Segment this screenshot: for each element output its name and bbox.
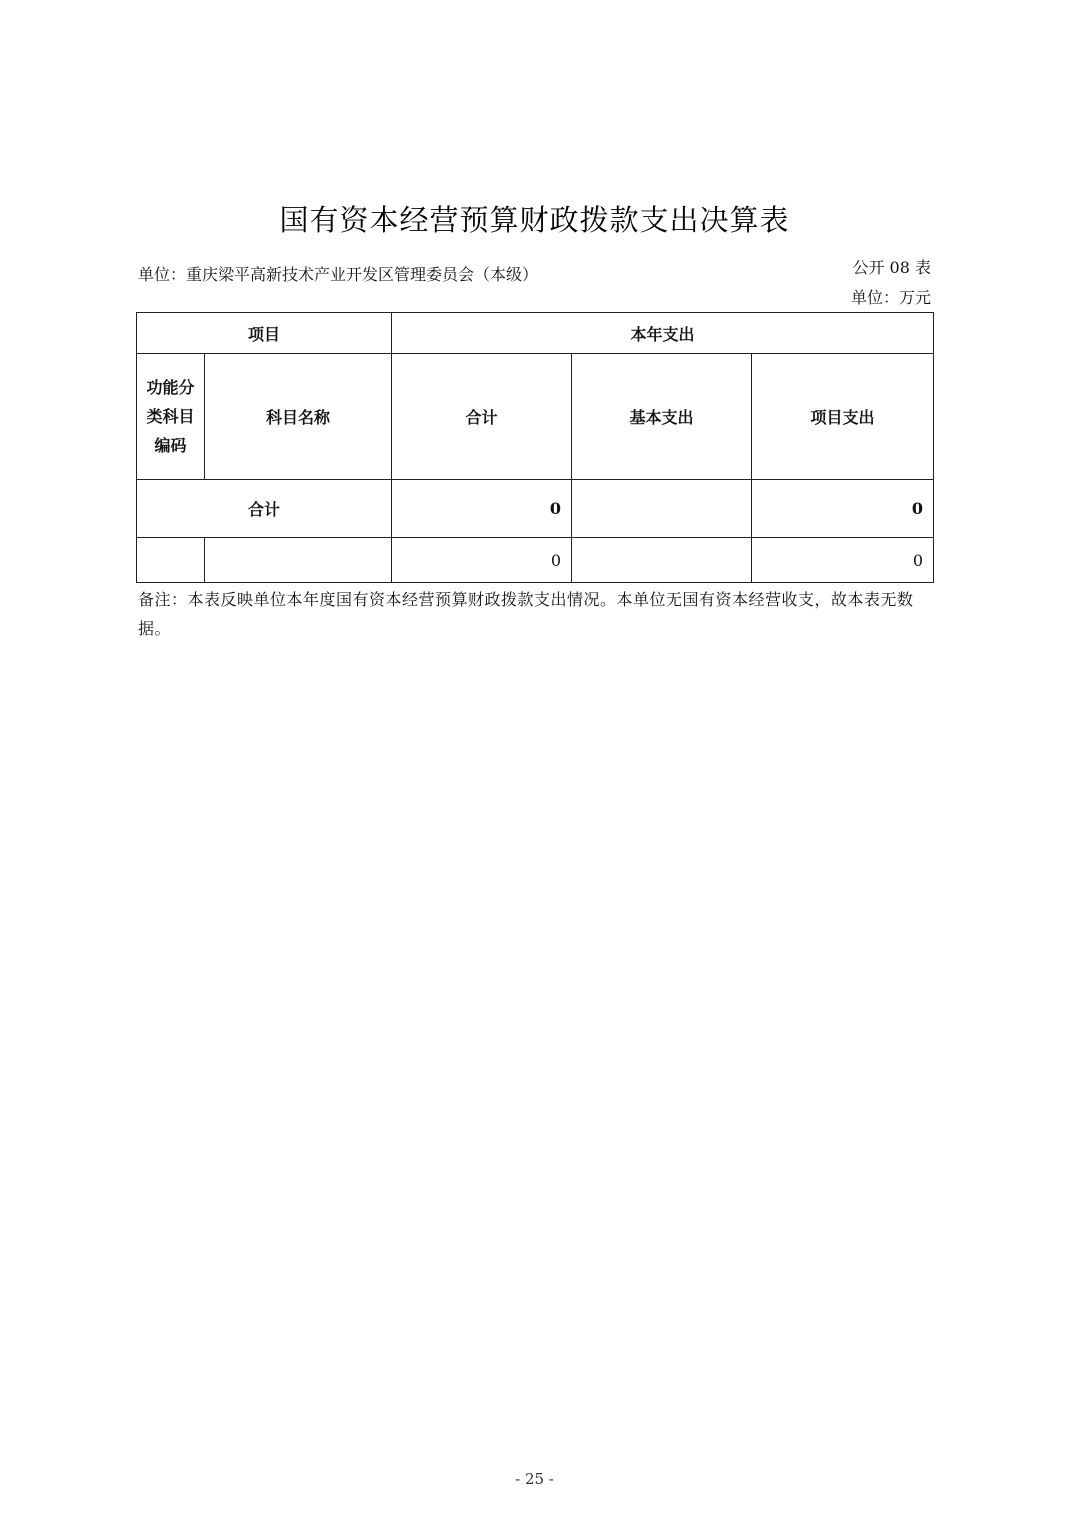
row-project: 0 [752, 538, 934, 583]
header-project-expense: 项目支出 [752, 354, 934, 480]
currency-unit: 单位：万元 [850, 288, 931, 307]
header-current-year-expense: 本年支出 [392, 313, 934, 354]
row-name [205, 538, 392, 583]
document-title: 国有资本经营预算财政拨款支出决算表 [279, 203, 790, 237]
total-row-basic [572, 480, 752, 538]
reporting-unit: 单位：重庆梁平高新技术产业开发区管理委员会（本级） [138, 265, 539, 284]
row-code [137, 538, 205, 583]
total-row-total: 0 [392, 480, 572, 538]
header-basic-expense: 基本支出 [572, 354, 752, 480]
total-row [137, 480, 934, 538]
table-row [137, 538, 934, 583]
header-function-code: 功能分类科目编码 [137, 354, 205, 480]
row-basic [572, 538, 752, 583]
total-row-project: 0 [752, 480, 934, 538]
table-id: 公开 08 表 [852, 258, 931, 277]
row-total: 0 [392, 538, 572, 583]
header-subject-name: 科目名称 [205, 354, 392, 480]
header-row-1 [137, 313, 934, 354]
page-number: - 25 - [515, 1470, 554, 1488]
total-row-label: 合计 [137, 480, 392, 538]
expense-table [136, 312, 934, 583]
header-project: 项目 [137, 313, 392, 354]
header-total: 合计 [392, 354, 572, 480]
table-note: 备注：本表反映单位本年度国有资本经营预算财政拨款支出情况。本单位无国有资本经营收支，故本表无数据。 [138, 590, 914, 638]
header-row-2 [137, 354, 934, 480]
